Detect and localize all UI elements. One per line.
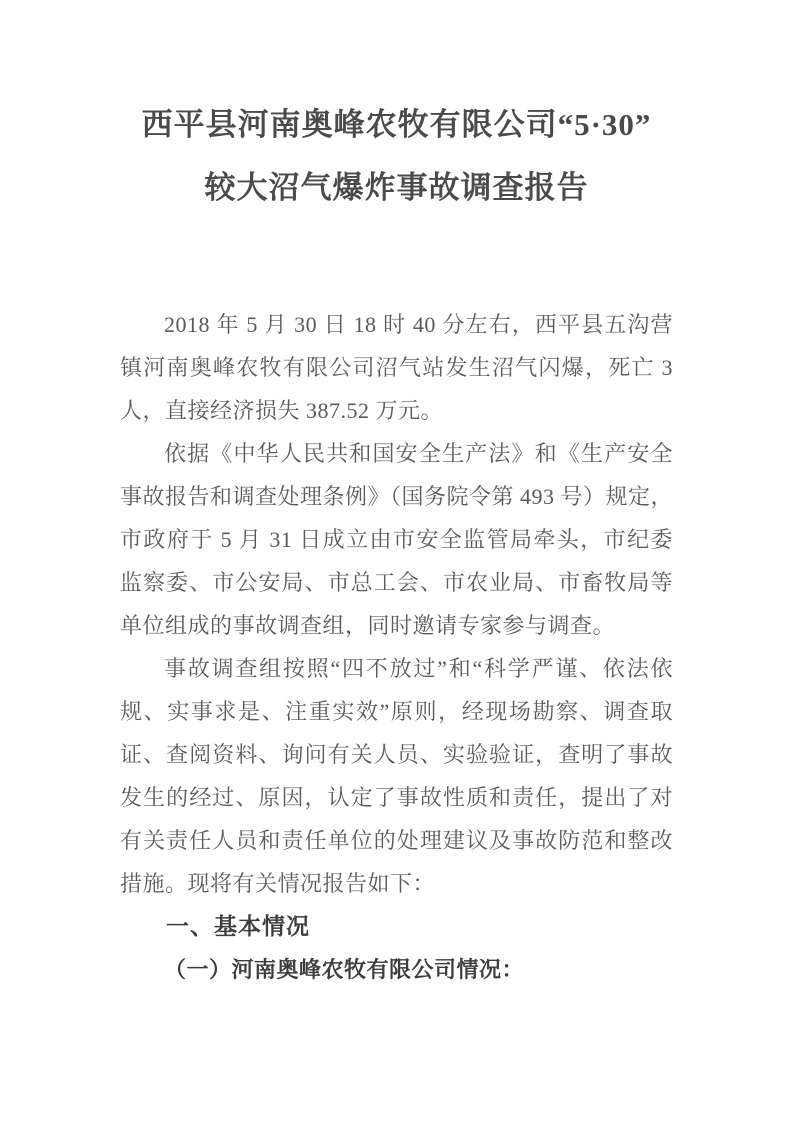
subsection-heading-company-situation: （一）河南奥峰农牧有限公司情况： <box>164 957 525 982</box>
document-title-line-1: 西平县河南奥峰农牧有限公司“5·30” <box>141 107 652 142</box>
document-title <box>120 93 673 219</box>
document-title-line-2: 较大沼气爆炸事故调查报告 <box>204 170 589 205</box>
document-body <box>120 303 673 991</box>
body-paragraph-investigation-basis: 依据《中华人民共和国安全生产法》和《生产安全事故报告和调查处理条例》（国务院令第 493 号）规定，市政府于 5 月 31 日成立由市安全监管局牵头，市纪委监察委、市公安局、市总工会、市农业局、市畜牧局等单位组成的事故调查组，同时邀请专家参与调查。 <box>120 441 674 638</box>
section-heading-basic-situation: 一、基本情况 <box>166 913 310 939</box>
body-paragraph-incident-summary: 2018 年 5 月 30 日 18 时 40 分左右，西平县五沟营镇河南奥峰农牧有限公司沼气站发生沼气闪爆，死亡 3 人，直接经济损失 387.52 万元。 <box>120 312 673 423</box>
body-paragraph-investigation-process: 事故调查组按照“四不放过”和“科学严谨、依法依规、实事求是、注重实效”原则，经现场勘察、调查取证、查阅资料、询问有关人员、实验验证，查明了事故发生的经过、原因，认定了事故性质和责任，提出了对有关责任人员和责任单位的处理建议及事故防范和整改措施。现将有关情况报告如下： <box>120 656 673 896</box>
